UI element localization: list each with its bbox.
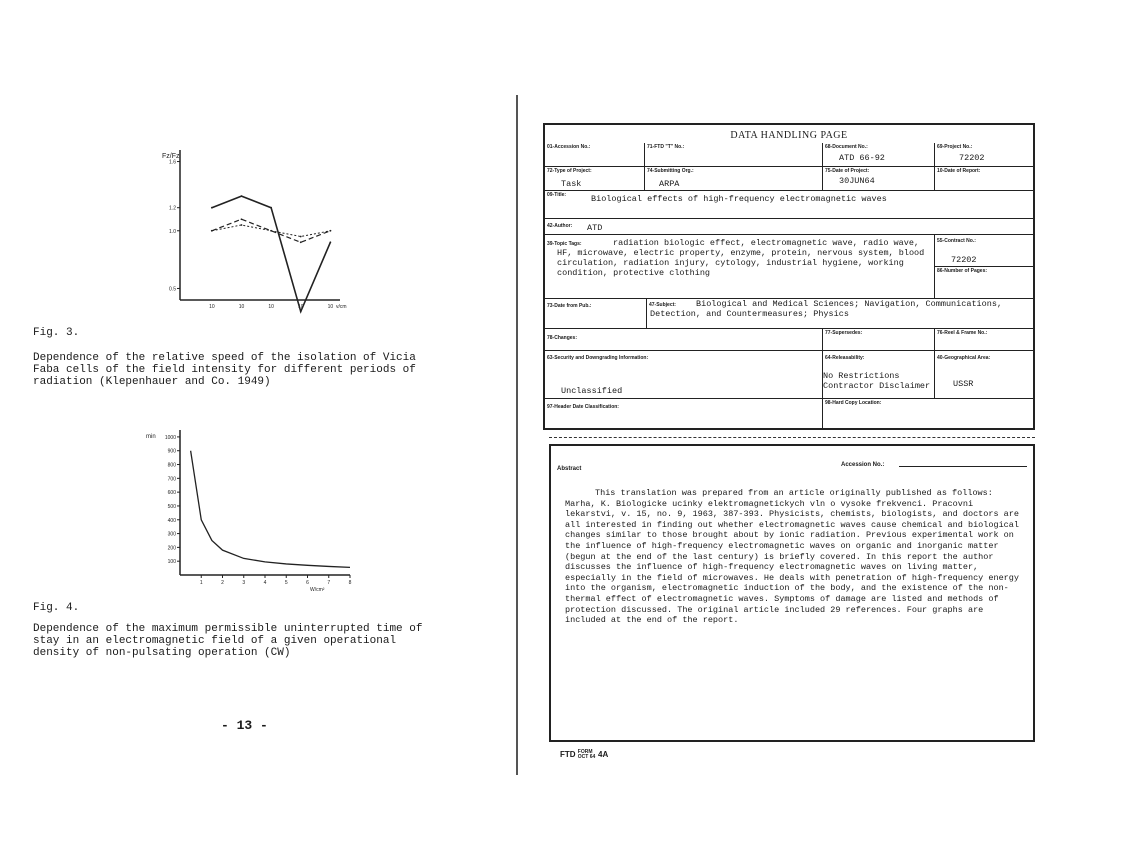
fig4-y-tick-label: 700 [167, 476, 176, 483]
fig3-x-tick-label: 10 [327, 304, 334, 310]
fig3-data-point [300, 236, 302, 238]
form-footer-number: 4A [598, 750, 609, 760]
changes-cell [545, 329, 823, 351]
title-value: Biological effects of high-frequency electromagnetic waves [591, 194, 887, 204]
fig4-x-tick-label: 5 [284, 580, 288, 586]
project-no-label: 69-Project No.: [937, 144, 973, 150]
abstract-label: Abstract [557, 466, 582, 472]
fig4-y-tick-label: 1000 [164, 434, 176, 441]
date-of-project-value: 30JUN64 [839, 176, 875, 186]
fig3-data-point [211, 207, 213, 209]
fig4-series-line [191, 451, 350, 568]
fig4-y-tick-label: 100 [167, 559, 176, 566]
changes-label: 78-Changes: [547, 335, 578, 341]
fig3-y-tick-label: 1.0 [169, 228, 176, 235]
date-from-pub-cell [545, 299, 647, 329]
number-of-pages-cell [935, 267, 1033, 299]
subject-value: Biological and Medical Sciences; Navigation, Communications, Detection, and Countermeasures; Physics [650, 299, 1003, 319]
fig4-x-tick-label: 1 [199, 580, 203, 586]
reel-frame-cell [935, 329, 1033, 351]
fig3-data-point [211, 230, 213, 232]
author-cell [545, 219, 1033, 235]
security-label: 63-Security and Downgrading Information: [547, 355, 649, 361]
date-of-report-cell [935, 167, 1033, 191]
fig4-x-tick-label: 6 [306, 580, 309, 586]
fig3-x-tick-label: 10 [238, 304, 245, 310]
fig3-x-unit: v/cm [336, 304, 347, 310]
abstract-box [549, 444, 1035, 742]
fig4-y-tick-label: 800 [167, 462, 176, 469]
date-of-project-label: 75-Date of Project: [825, 168, 870, 174]
subject-cell [647, 299, 1033, 329]
releasability-value: No Restrictions Contractor Disclaimer [823, 371, 931, 391]
fig3-data-point [300, 311, 302, 313]
header-date-label: 97-Header Date Classification: [547, 404, 619, 410]
fig3-data-point [300, 241, 302, 243]
contract-no-cell [935, 235, 1033, 267]
fig3-data-point [270, 230, 272, 232]
fig4-x-tick-label: 2 [221, 580, 224, 586]
geo-area-cell [935, 351, 1033, 399]
fig3-data-point [329, 241, 331, 243]
fig3-x-tick-label: 10 [268, 304, 274, 310]
data-handling-form [543, 123, 1035, 430]
fig4-x-tick-label: 7 [327, 580, 331, 586]
fig4-y-tick-label: 500 [167, 503, 176, 510]
document-no-label: 68-Document No.: [825, 144, 868, 150]
topic-tags-value: radiation biologic effect, electromagnetic wave, radio wave, HF, microwave, electric property, enzyme, protein, nervous system, blood circulation, radiation injury, cytology, industrial hygiene, working condition, protective clothing [557, 238, 925, 278]
date-of-project-cell [823, 167, 935, 191]
type-of-project-cell [545, 167, 645, 191]
fig3-data-point [241, 195, 243, 197]
fig3-label: Fig. 3. [33, 327, 80, 339]
abstract-text: This translation was prepared from an article originally published as follows: Marha, K. Biologicke ucinky elektromagnetickych vln o vysoke frekvenci. Pracovni lekarstvi, v. 15, no. 9, 1963, 387-393. Physicists, chemists, biologists, and doctors are all interested in finding out whether electromagnetic waves cause chemical and biological changes similar to those brought about by ionic radiation. Previous experimental work on the influence of high-frequency electromagnetic waves on organic and inorganic matter (begun at the end of the last century) is briefly covered. In this report the author discusses the influence of high-frequency electromagnetic waves on living matter, especially in the field of microwaves. He deals with penetration of high-frequency energy into the organism, electromagnetic induction of the body, and the existence of the non-thermal effect of electromagnetic waves. Symptoms of damage are listed and methods of protection discussed. The original article included 29 references. Four graphs are included at the end of the report. [565, 488, 1019, 626]
page-divider [516, 95, 518, 775]
fig3-data-point [241, 224, 243, 226]
project-no-value: 72202 [959, 153, 985, 163]
date-from-pub-label: 73-Date from Pub.: [547, 303, 592, 309]
form-footer-ftd: FTD [560, 750, 576, 760]
author-label: 42-Author: [547, 223, 573, 229]
fig4-y-axis-label: min [146, 434, 156, 440]
supersedes-label: 77-Supersedes: [825, 330, 863, 336]
abstract-accession-label: Accession No.: [841, 462, 885, 468]
header-date-cell [545, 399, 823, 428]
geo-area-value: USSR [953, 379, 974, 389]
reel-frame-label: 76-Reel & Frame No.: [937, 330, 988, 336]
fig3-x-tick-label: 10 [297, 304, 304, 310]
title-label: 09-Title: [547, 192, 567, 198]
hard-copy-label: 98-Hard Copy Location: [825, 400, 882, 406]
author-value: ATD [587, 223, 603, 233]
page-number: - 13 - [221, 718, 268, 733]
fig4-y-tick-label: 600 [167, 490, 176, 497]
submitting-org-cell [645, 167, 823, 191]
contract-no-value: 72202 [951, 255, 977, 265]
contract-no-label: 55-Contract No.: [937, 238, 976, 244]
fig4-y-tick-label: 300 [167, 531, 176, 538]
fig3-data-point [329, 230, 331, 232]
ftd-no-cell [645, 143, 823, 167]
document-no-value: ATD 66-92 [839, 153, 885, 163]
supersedes-cell [823, 329, 935, 351]
form-footer [560, 750, 608, 760]
fig4-x-unit: W/cm² [310, 587, 325, 593]
fig4-x-tick-label: 3 [242, 580, 246, 586]
submitting-org-label: 74-Submitting Org.: [647, 168, 694, 174]
releasability-cell [823, 351, 935, 399]
subject-label: 47-Subject: [649, 302, 676, 308]
type-of-project-value: Task [561, 179, 582, 189]
topic-tags-label: 39-Topic Tags: [547, 241, 582, 247]
project-no-cell [935, 143, 1033, 167]
fig3-y-tick-label: 1.2 [169, 205, 176, 212]
accession-no-label: 01-Accession No.: [547, 144, 591, 150]
form-title: DATA HANDLING PAGE [730, 130, 848, 141]
fig4-label: Fig. 4. [33, 602, 80, 614]
ftd-no-label: 71-FTD "T" No.: [647, 144, 685, 150]
number-of-pages-label: 86-Number of Pages: [937, 268, 988, 274]
fig3-y-tick-label: 0.5 [169, 286, 176, 293]
fig4-y-tick-label: 200 [167, 545, 176, 552]
date-of-report-label: 10-Date of Report: [937, 168, 981, 174]
fig3-caption: Dependence of the relative speed of the isolation of Vicia Faba cells of the field intensity for different periods of radiation (Klepenhauer and Co. 1949) [33, 352, 416, 388]
fig4-y-tick-label: 900 [167, 448, 176, 455]
fig3-data-point [241, 218, 243, 220]
releasability-label: 64-Releasability: [825, 355, 865, 361]
fig3-y-axis-label: Fz/Fz [162, 153, 180, 160]
form-footer-code: FORM OCT 64 [577, 749, 596, 760]
fig3-y-tick-label: 1.6 [169, 159, 176, 166]
fig4-chart [140, 420, 365, 600]
fig4-caption: Dependence of the maximum permissible uninterrupted time of stay in an electromagnetic field of a given operational density of non-pulsating operation (CW) [33, 623, 423, 659]
fig3-chart [150, 140, 360, 320]
submitting-org-value: ARPA [659, 179, 680, 189]
hard-copy-cell [823, 399, 1033, 428]
security-value: Unclassified [561, 386, 623, 396]
fig3-data-point [270, 207, 272, 209]
fig3-series-line-1 [212, 196, 331, 311]
security-cell [545, 351, 823, 399]
geo-area-label: 40-Geographical Area: [937, 355, 991, 361]
topic-tags-cell [545, 235, 935, 299]
fig4-x-tick-label: 8 [348, 580, 352, 586]
dashed-separator [549, 437, 1035, 438]
fig3-x-tick-label: 10 [209, 304, 215, 310]
fig4-y-tick-label: 400 [167, 517, 176, 524]
type-of-project-label: 72-Type of Project: [547, 168, 592, 174]
abstract-accession-line [899, 466, 1027, 467]
accession-no-cell [545, 143, 645, 167]
title-cell [545, 191, 1033, 219]
document-no-cell [823, 143, 935, 167]
fig4-x-tick-label: 4 [263, 580, 267, 586]
